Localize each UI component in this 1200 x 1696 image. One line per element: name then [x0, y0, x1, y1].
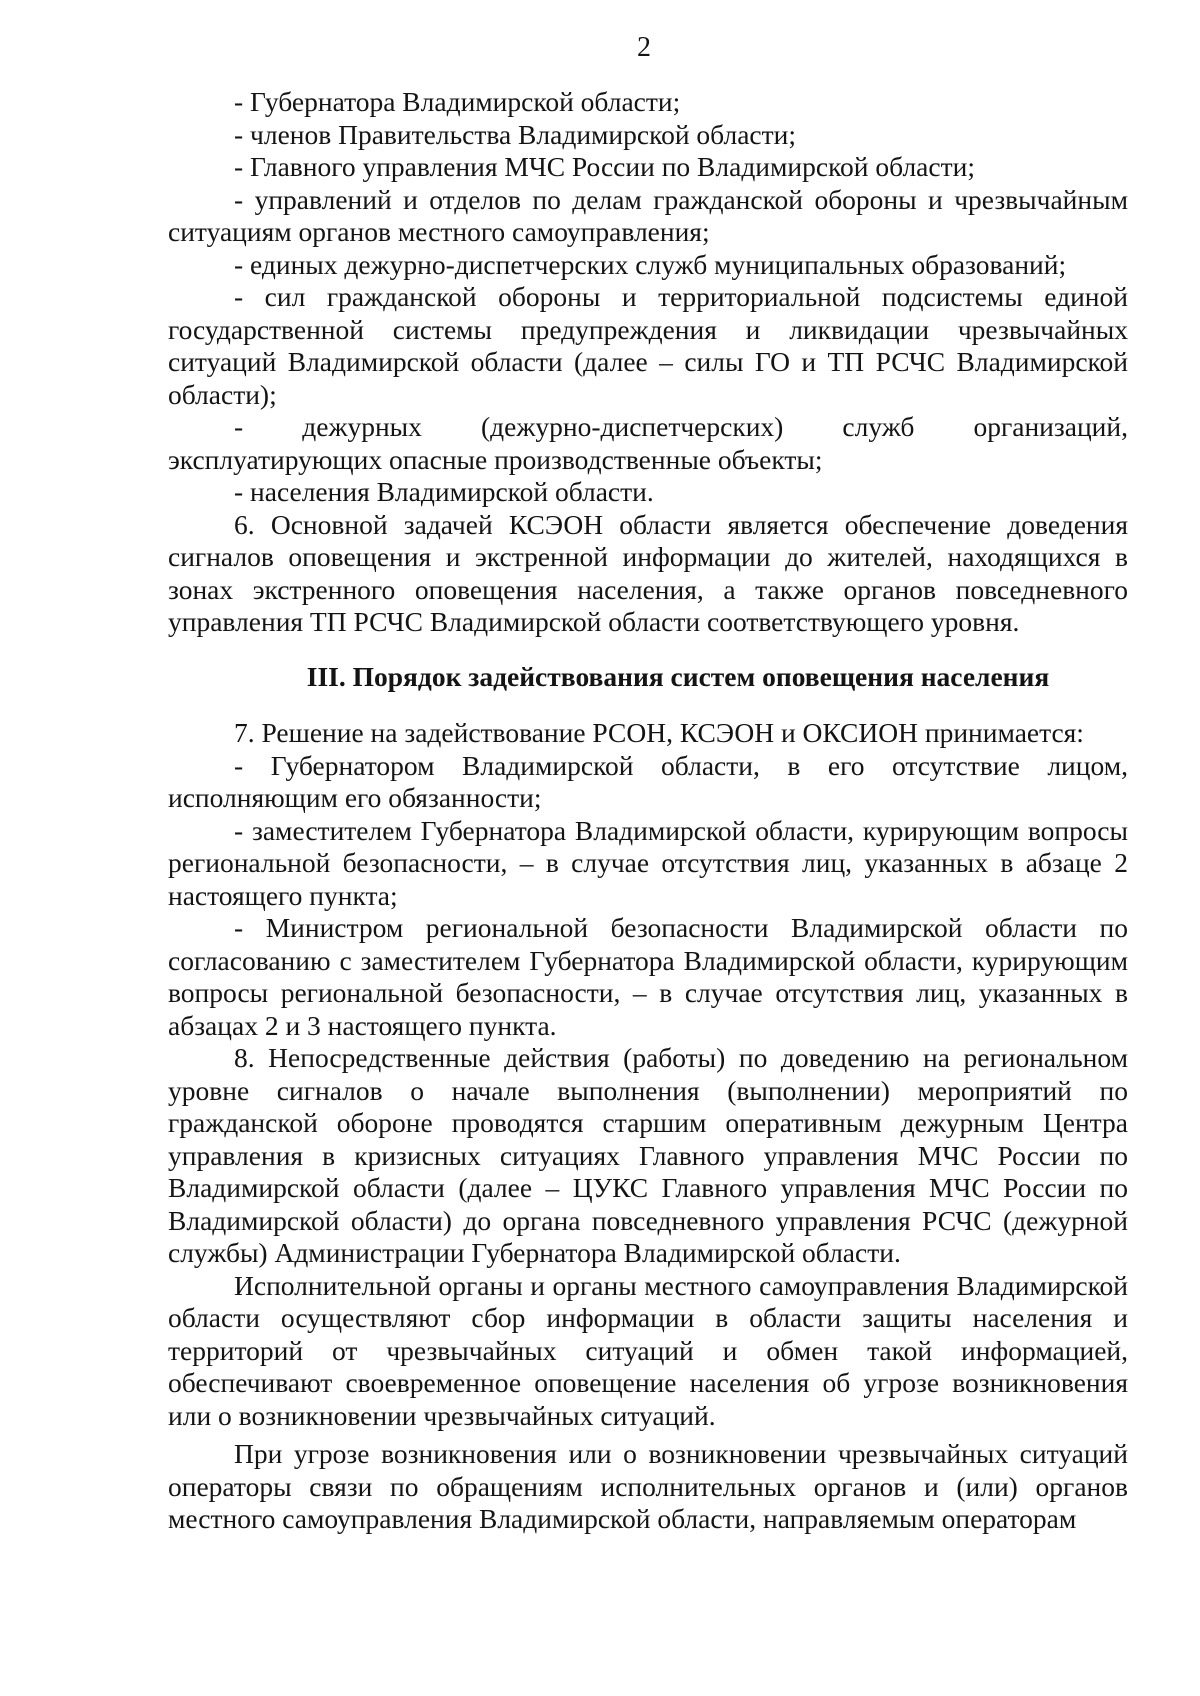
list-item: - управлений и отделов по делам гражданской обороны и чрезвычайным ситуациям органов местного самоуправления; — [168, 183, 1128, 247]
paragraph-7: 7. Решение на задействование РСОН, КСЭОН и ОКСИОН принимается: — [234, 717, 1084, 748]
list-item: - сил гражданской обороны и территориальной подсистемы единой государственной системы предупреждения и ликвидации чрезвычайных ситуаций Владимирской области (далее – силы ГО и ТП РСЧС Владимирской области); — [168, 281, 1128, 410]
list-item: - единых дежурно-диспетчерских служб муниципальных образований; — [234, 248, 1067, 280]
document-body — [168, 86, 1128, 1536]
paragraph-executive-bodies: Исполнительной органы и органы местного самоуправления Владимирской области осуществляют сбор информации в области защиты населения и территорий от чрезвычайных ситуаций и обмен такой информацией, обеспечивают своевременное оповещение населения об угрозе возникновения или о возникновении чрезвычайных ситуаций. — [168, 1269, 1128, 1431]
section-heading: III. Порядок задействования систем оповещения населения — [306, 660, 1050, 692]
list-item: - членов Правительства Владимирской области; — [234, 118, 796, 150]
list-item: - Главного управления МЧС России по Владимирской области; — [234, 151, 975, 182]
list-item: - населения Владимирской области. — [234, 476, 654, 507]
list-item: - дежурных (дежурно-диспетчерских) служб организаций, эксплуатирующих опасные производственные объекты; — [168, 411, 1128, 475]
page-number: 2 — [637, 32, 651, 63]
list-item: - Губернатором Владимирской области, в его отсутствие лицом, исполняющим его обязанности; — [168, 749, 1128, 813]
paragraph-8: 8. Непосредственные действия (работы) по доведению на региональном уровне сигналов о начале выполнения (выполнении) мероприятий по гражданской обороне проводятся старшим оперативным дежурным Центра управления в кризисных ситуациях Главного управления МЧС России по Владимирской области (далее – ЦУКС Главного управления МЧС России по Владимирской области) до органа повседневного управления РСЧС (дежурной службы) Администрации Губернатора Владимирской области. — [168, 1042, 1128, 1268]
list-item: - Губернатора Владимирской области; — [234, 86, 681, 117]
paragraph-6: 6. Основной задачей КСЭОН области является обеспечение доведения сигналов оповещения и экстренной информации до жителей, находящихся в зонах экстренного оповещения населения, а также органов повседневного управления ТП РСЧС Владимирской области соответствующего уровня. — [168, 508, 1128, 637]
list-item: - Министром региональной безопасности Владимирской области по согласованию с заместителем Губернатора Владимирской области, курирующим вопросы региональной безопасности, – в случае отсутствия лиц, указанных в абзацах 2 и 3 настоящего пункта. — [168, 912, 1128, 1041]
list-item: - заместителем Губернатора Владимирской области, курирующим вопросы региональной безопасности, – в случае отсутствия лиц, указанных в абзаце 2 настоящего пункта; — [168, 814, 1128, 911]
paragraph-threat: При угрозе возникновения или о возникновении чрезвычайных ситуаций операторы связи по обращениям исполнительных органов и (или) органов местного самоуправления Владимирской области, направляемым операторам — [168, 1438, 1128, 1534]
